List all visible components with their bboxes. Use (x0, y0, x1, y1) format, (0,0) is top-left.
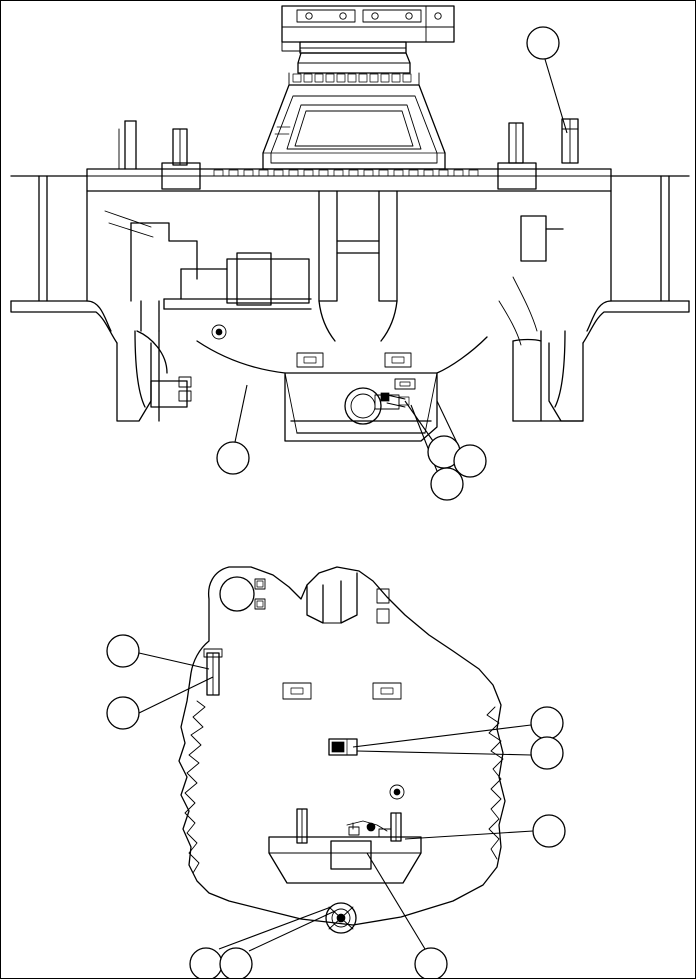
front-elevation-view (1, 1, 696, 979)
balloon[interactable] (415, 948, 447, 979)
side-view-pads (283, 683, 401, 699)
carrier-neck (289, 53, 419, 85)
right-axle-tube (583, 176, 689, 343)
balloon[interactable] (531, 707, 563, 739)
left-spring-seat (119, 121, 200, 189)
top-mounting-plate (282, 6, 454, 53)
balloon[interactable] (220, 948, 252, 979)
upper-left-lug (220, 577, 265, 611)
balloon[interactable] (190, 948, 222, 979)
left-vertical-stud (204, 649, 222, 695)
balloon[interactable] (533, 815, 565, 847)
balloon[interactable] (431, 468, 463, 500)
left-axle-tube (11, 176, 117, 343)
right-lower-bracket (499, 216, 583, 421)
balloon[interactable] (107, 635, 139, 667)
flange-bolt-row (214, 170, 478, 176)
balloon[interactable] (217, 442, 249, 474)
left-lower-bracket (117, 331, 191, 421)
side-view-balloons (107, 635, 565, 979)
balloon[interactable] (454, 445, 486, 477)
lower-pan (269, 809, 421, 883)
upper-center-fork (307, 573, 389, 623)
differential-carrier (263, 85, 445, 169)
side-section-view (107, 567, 565, 979)
center-fastener (390, 785, 404, 799)
axle-housing-beam (87, 169, 611, 191)
side-view-leaders (139, 653, 533, 951)
front-view-balloons (217, 27, 559, 500)
balloon[interactable] (527, 27, 559, 59)
center-web-structure (105, 191, 397, 341)
lower-sump-cover (197, 325, 487, 441)
balloon[interactable] (531, 737, 563, 769)
balloon[interactable] (107, 697, 139, 729)
center-plug-block (329, 739, 357, 755)
